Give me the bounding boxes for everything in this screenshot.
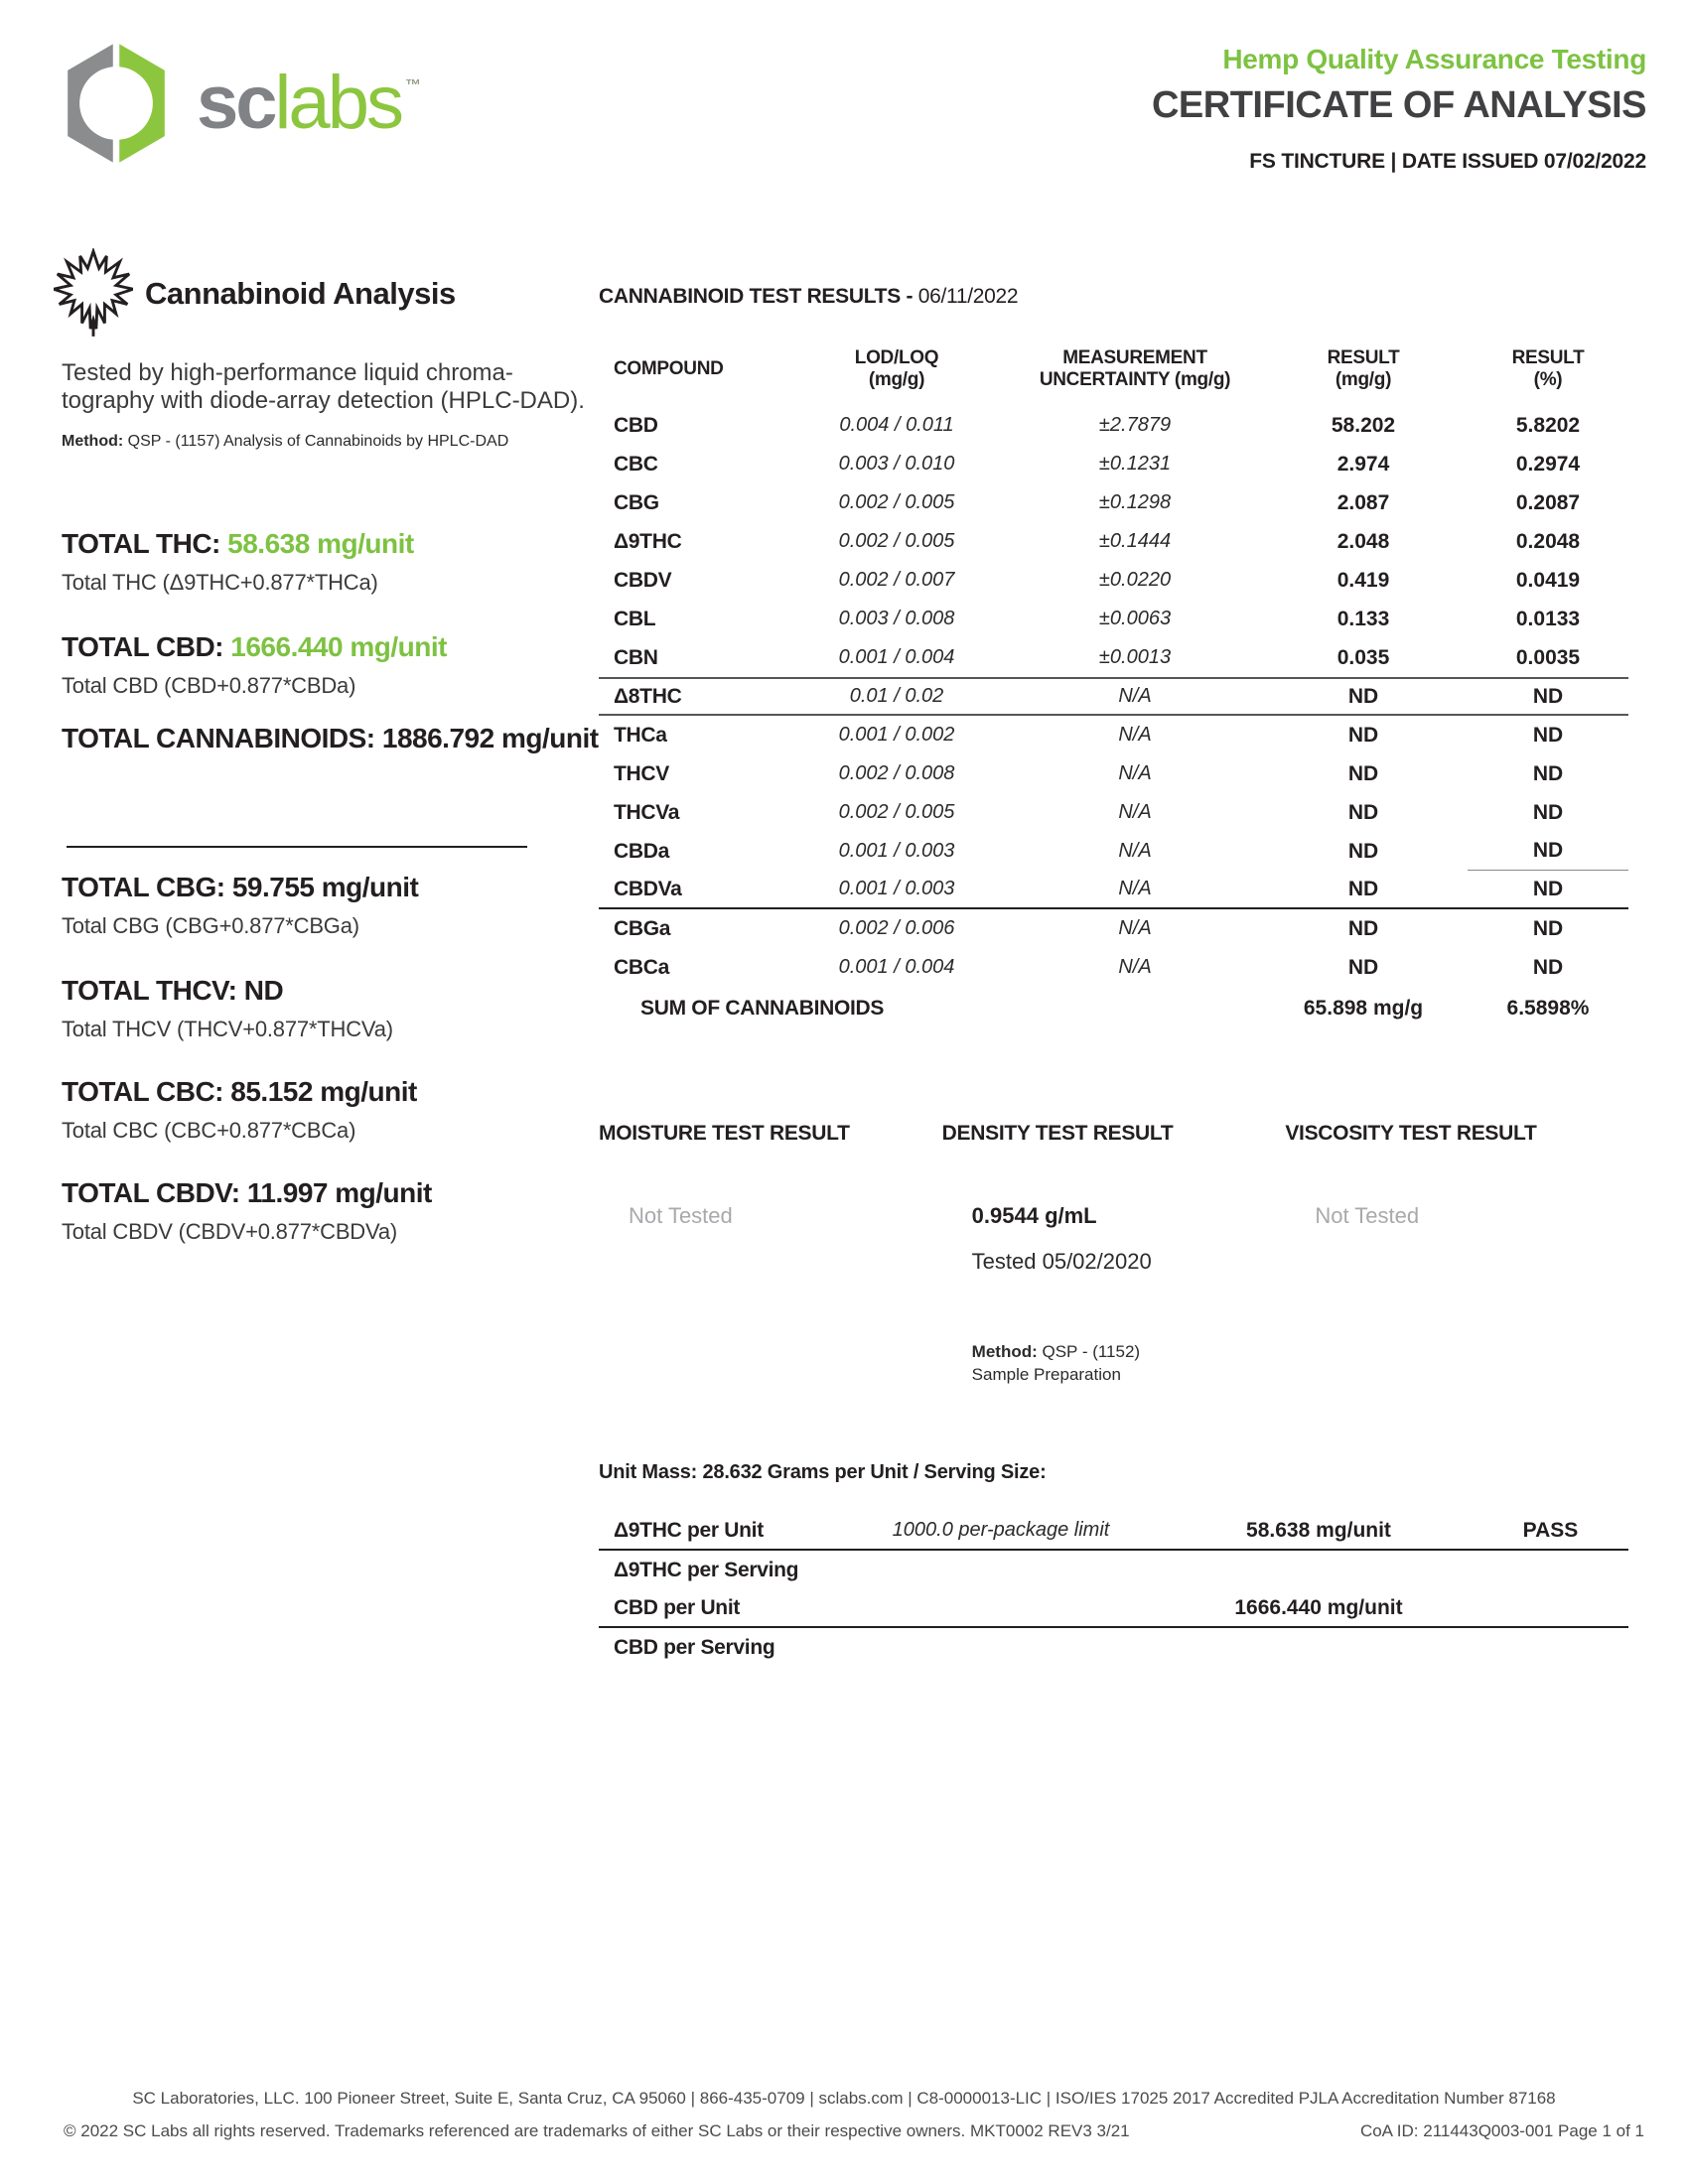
total-thc-formula: Total THC (Δ9THC+0.877*THCa) — [62, 570, 378, 595]
table-row — [599, 1551, 1628, 1589]
total-cbc-label: TOTAL CBC: — [62, 1076, 223, 1107]
compound-cell: THCa — [614, 723, 667, 747]
viscosity-test-column — [1285, 1122, 1628, 1386]
result-pct-cell: 0.2048 — [1515, 529, 1581, 553]
unit-mass-table — [599, 1512, 1628, 1667]
result-mg-cell: ND — [1347, 684, 1379, 708]
table-row — [599, 561, 1628, 600]
page-title: CERTIFICATE OF ANALYSIS — [1151, 84, 1646, 126]
table-row — [599, 754, 1628, 793]
method-note — [62, 433, 508, 451]
uncertainty-cell: N/A — [1118, 956, 1152, 978]
uncertainty-cell: N/A — [1118, 724, 1152, 746]
total-cbd-block — [62, 631, 447, 699]
result-pct-cell: ND — [1532, 723, 1564, 747]
unit-mass-section — [599, 1461, 1628, 1667]
section-title: Cannabinoid Analysis — [145, 276, 456, 311]
description-line: Tested by high-performance liquid chroma- — [62, 359, 513, 386]
total-cbg-label: TOTAL CBG: — [62, 872, 225, 902]
result-mg-cell: ND — [1347, 839, 1379, 863]
unit-mass-limit — [837, 1551, 1165, 1589]
result-pct-cell: 0.2087 — [1515, 490, 1581, 514]
uncertainty-cell: N/A — [1118, 878, 1152, 899]
table-row — [599, 638, 1628, 677]
footer-address-line: SC Laboratories, LLC. 100 Pioneer Street, Suite E, Santa Cruz, CA 95060 | 866-435-0709 | sclabs.com | C8-0000013-LIC | ISO/IES 17025 2017 Accredited PJLA Accreditation Number 87168 — [132, 2089, 1556, 2108]
results-header-row — [599, 344, 1628, 394]
uncertainty-cell: ±0.0013 — [1098, 646, 1172, 668]
results-title — [599, 285, 1628, 309]
density-test-column — [942, 1122, 1286, 1386]
total-cbc-formula: Total CBC (CBC+0.877*CBCa) — [62, 1118, 356, 1143]
total-thc-value: 58.638 mg/unit — [227, 528, 414, 559]
compound-cell: CBC — [614, 452, 658, 476]
result-pct-cell: ND — [1532, 800, 1564, 824]
table-row — [599, 483, 1628, 522]
total-cbdv-formula: Total CBDV (CBDV+0.877*CBDVa) — [62, 1219, 397, 1244]
sum-label: SUM OF CANNABINOIDS — [640, 997, 885, 1020]
table-row — [599, 948, 1628, 987]
lodloq-cell: 0.002 / 0.005 — [838, 530, 955, 552]
unit-mass-label: Δ9THC per Serving — [614, 1558, 799, 1581]
uncertainty-cell: N/A — [1118, 685, 1152, 707]
total-cbg-formula: Total CBG (CBG+0.877*CBGa) — [62, 913, 359, 938]
total-thcv-block — [62, 975, 393, 1042]
results-date: 06/11/2022 — [917, 285, 1019, 308]
density-tested-date: Tested 05/02/2020 — [971, 1249, 1152, 1274]
compound-cell: CBDa — [614, 839, 669, 863]
result-pct-cell: ND — [1532, 916, 1564, 940]
total-thcv-value: ND — [243, 975, 284, 1006]
trademark-symbol: ™ — [404, 77, 421, 94]
total-cbc-block — [62, 1076, 417, 1144]
total-thcv-label: TOTAL THCV: — [62, 975, 237, 1006]
uncertainty-cell: ±0.1444 — [1098, 530, 1172, 552]
density-test-title: DENSITY TEST RESULT — [941, 1122, 1174, 1145]
method-text: QSP - (1152) Sample Preparation — [971, 1342, 1141, 1384]
table-row — [599, 909, 1628, 948]
sclabs-hexagon-icon — [58, 40, 175, 167]
result-mg-cell: 58.202 — [1331, 413, 1396, 437]
total-cannabinoids-block — [62, 723, 599, 754]
unit-mass-heading: Unit Mass: 28.632 Grams per Unit / Serving Size: — [599, 1461, 1047, 1483]
result-pct-cell: 0.2974 — [1515, 452, 1581, 476]
column-header-result-pct: RESULT (%) — [1511, 347, 1585, 390]
cannabinoid-results-table — [599, 285, 1628, 1030]
moisture-test-column — [599, 1122, 942, 1386]
left-column-divider — [67, 846, 527, 848]
footer-copyright: © 2022 SC Labs all rights reserved. Trademarks referenced are trademarks of either SC Labs or their respective owners. MKT0002 REV3 3/21 — [64, 2121, 1130, 2140]
header-title-block — [1152, 44, 1646, 174]
description-line: tography with diode-array detection (HPLC-DAD). — [62, 387, 585, 414]
results-body — [599, 406, 1628, 987]
total-thc-label: TOTAL THC: — [62, 528, 220, 559]
unit-mass-status: PASS — [1522, 1518, 1579, 1542]
footer-coa-id: CoA ID: 211443Q003-001 Page 1 of 1 — [1359, 2121, 1644, 2140]
logo-text-labs: labs — [274, 61, 401, 145]
compound-cell: CBDV — [614, 568, 672, 592]
unit-mass-limit — [837, 1589, 1165, 1626]
total-cbdv-label: TOTAL CBDV: — [62, 1177, 240, 1208]
compound-cell: Δ9THC — [614, 529, 682, 553]
unit-mass-status — [1473, 1628, 1628, 1667]
lodloq-cell: 0.001 / 0.004 — [838, 956, 955, 978]
uncertainty-cell: ±0.0063 — [1098, 608, 1172, 629]
lodloq-cell: 0.001 / 0.003 — [838, 840, 955, 862]
table-row — [599, 677, 1628, 716]
table-row — [599, 522, 1628, 561]
uncertainty-cell: N/A — [1118, 917, 1152, 939]
logo-text-sc: sc — [197, 61, 275, 145]
unit-mass-label: CBD per Unit — [614, 1595, 741, 1619]
compound-cell: CBDVa — [614, 877, 682, 900]
compound-cell: CBG — [614, 490, 659, 514]
unit-mass-status — [1473, 1589, 1628, 1626]
total-thc-block — [62, 528, 414, 596]
total-cbg-value: 59.755 mg/unit — [231, 872, 419, 902]
sum-pct-value: 6.5898% — [1506, 997, 1590, 1020]
lodloq-cell: 0.002 / 0.005 — [838, 801, 955, 823]
column-header-uncertainty: MEASUREMENT UNCERTAINTY (mg/g) — [1039, 347, 1231, 390]
compound-cell: CBN — [614, 645, 658, 669]
uncertainty-cell: N/A — [1118, 801, 1152, 823]
cannabinoid-analysis-section-header — [54, 248, 456, 340]
uncertainty-cell: ±0.0220 — [1098, 569, 1172, 591]
logo — [58, 40, 421, 167]
result-mg-cell: 2.048 — [1336, 529, 1390, 553]
compound-cell: CBCa — [614, 955, 669, 979]
lodloq-cell: 0.002 / 0.007 — [838, 569, 955, 591]
total-thcv-formula: Total THCV (THCV+0.877*THCVa) — [62, 1017, 393, 1041]
unit-mass-value: 58.638 mg/unit — [1246, 1518, 1391, 1542]
total-cannabinoids-label: TOTAL CANNABINOIDS: — [62, 723, 375, 753]
additional-tests-section — [599, 1122, 1628, 1386]
results-title-text: CANNABINOID TEST RESULTS - — [599, 285, 914, 308]
total-cbd-formula: Total CBD (CBD+0.877*CBDa) — [62, 673, 356, 698]
sample-meta: FS TINCTURE | DATE ISSUED 07/02/2022 — [1249, 150, 1646, 173]
header-subtitle: Hemp Quality Assurance Testing — [1222, 44, 1646, 74]
density-test-value: 0.9544 g/mL — [971, 1203, 1097, 1228]
unit-mass-value — [1165, 1551, 1473, 1589]
lodloq-cell: 0.001 / 0.004 — [838, 646, 955, 668]
lodloq-cell: 0.001 / 0.002 — [838, 724, 955, 746]
compound-cell: Δ8THC — [614, 684, 682, 708]
logo-wordmark — [197, 61, 421, 145]
result-pct-cell: ND — [1532, 684, 1564, 708]
result-pct-cell: 0.0035 — [1515, 645, 1581, 669]
total-cbd-label: TOTAL CBD: — [62, 631, 223, 662]
lodloq-cell: 0.002 / 0.008 — [838, 762, 955, 784]
lodloq-cell: 0.003 / 0.008 — [838, 608, 955, 629]
compound-cell: CBL — [614, 607, 656, 630]
uncertainty-cell: ±0.1298 — [1098, 491, 1172, 513]
result-pct-cell: ND — [1532, 955, 1564, 979]
result-mg-cell: ND — [1347, 723, 1379, 747]
section-description — [62, 359, 585, 415]
sum-of-cannabinoids-row — [599, 987, 1628, 1030]
lodloq-cell: 0.001 / 0.003 — [838, 878, 955, 899]
compound-cell: THCVa — [614, 800, 680, 824]
method-label: Method: — [62, 433, 124, 450]
method-text: QSP - (1157) Analysis of Cannabinoids by HPLC-DAD — [127, 433, 509, 450]
result-mg-cell: ND — [1347, 877, 1379, 900]
total-cbg-block — [62, 872, 418, 939]
result-mg-cell: ND — [1347, 800, 1379, 824]
total-cbc-value: 85.152 mg/unit — [230, 1076, 417, 1107]
total-cbd-value: 1666.440 mg/unit — [230, 631, 447, 662]
result-pct-cell: ND — [1468, 832, 1628, 871]
table-row — [599, 716, 1628, 754]
total-cbdv-value: 11.997 mg/unit — [246, 1177, 432, 1208]
table-row — [599, 1589, 1628, 1628]
table-row — [599, 445, 1628, 483]
result-mg-cell: 2.974 — [1336, 452, 1390, 476]
result-mg-cell: ND — [1347, 955, 1379, 979]
lodloq-cell: 0.003 / 0.010 — [838, 453, 955, 475]
table-row — [599, 600, 1628, 638]
uncertainty-cell: ±2.7879 — [1098, 414, 1172, 436]
footer-legal-line — [64, 2121, 1644, 2141]
result-pct-cell: 0.0419 — [1515, 568, 1581, 592]
result-mg-cell: 0.035 — [1336, 645, 1390, 669]
uncertainty-cell: N/A — [1118, 840, 1152, 862]
unit-mass-limit — [837, 1628, 1165, 1667]
table-row — [599, 793, 1628, 832]
compound-cell: THCV — [614, 761, 669, 785]
viscosity-test-title: VISCOSITY TEST RESULT — [1285, 1122, 1537, 1145]
table-row — [599, 406, 1628, 445]
result-mg-cell: ND — [1347, 916, 1379, 940]
cannabis-leaf-icon — [54, 248, 133, 340]
moisture-test-value: Not Tested — [629, 1203, 733, 1228]
result-pct-cell: 5.8202 — [1515, 413, 1581, 437]
sum-mg-value: 65.898 mg/g — [1303, 997, 1424, 1020]
unit-mass-label: Δ9THC per Unit — [614, 1518, 764, 1542]
result-pct-cell: ND — [1532, 877, 1564, 900]
compound-cell: CBD — [614, 413, 658, 437]
result-mg-cell: 2.087 — [1336, 490, 1390, 514]
lodloq-cell: 0.004 / 0.011 — [839, 414, 954, 436]
table-row — [599, 832, 1628, 871]
unit-mass-limit: 1000.0 per-package limit — [892, 1519, 1110, 1541]
uncertainty-cell: N/A — [1118, 762, 1152, 784]
table-row — [599, 871, 1628, 909]
lodloq-cell: 0.002 / 0.006 — [838, 917, 955, 939]
method-label: Method: — [971, 1342, 1038, 1361]
total-cannabinoids-value: 1886.792 mg/unit — [381, 723, 599, 753]
unit-mass-status — [1473, 1551, 1628, 1589]
uncertainty-cell: ±0.1231 — [1098, 453, 1172, 475]
result-pct-cell: 0.0133 — [1515, 607, 1581, 630]
column-header-result-mg: RESULT (mg/g) — [1327, 347, 1400, 390]
result-mg-cell: 0.133 — [1336, 607, 1390, 630]
unit-mass-value — [1165, 1628, 1473, 1667]
table-row — [599, 1628, 1628, 1667]
column-header-lodloq: LOD/LOQ (mg/g) — [854, 347, 939, 390]
result-pct-cell: ND — [1532, 761, 1564, 785]
lodloq-cell: 0.01 / 0.02 — [849, 685, 944, 707]
total-cbdv-block — [62, 1177, 432, 1245]
unit-mass-value: 1666.440 mg/unit — [1234, 1595, 1403, 1619]
result-mg-cell: 0.419 — [1336, 568, 1390, 592]
lodloq-cell: 0.002 / 0.005 — [838, 491, 955, 513]
column-header-compound: COMPOUND — [614, 358, 724, 379]
density-method-note — [972, 1340, 1200, 1386]
result-mg-cell: ND — [1347, 761, 1379, 785]
table-row — [599, 1512, 1628, 1551]
viscosity-test-value: Not Tested — [1315, 1203, 1420, 1228]
moisture-test-title: MOISTURE TEST RESULT — [599, 1122, 850, 1145]
compound-cell: CBGa — [614, 916, 671, 940]
unit-mass-label: CBD per Serving — [614, 1635, 775, 1659]
